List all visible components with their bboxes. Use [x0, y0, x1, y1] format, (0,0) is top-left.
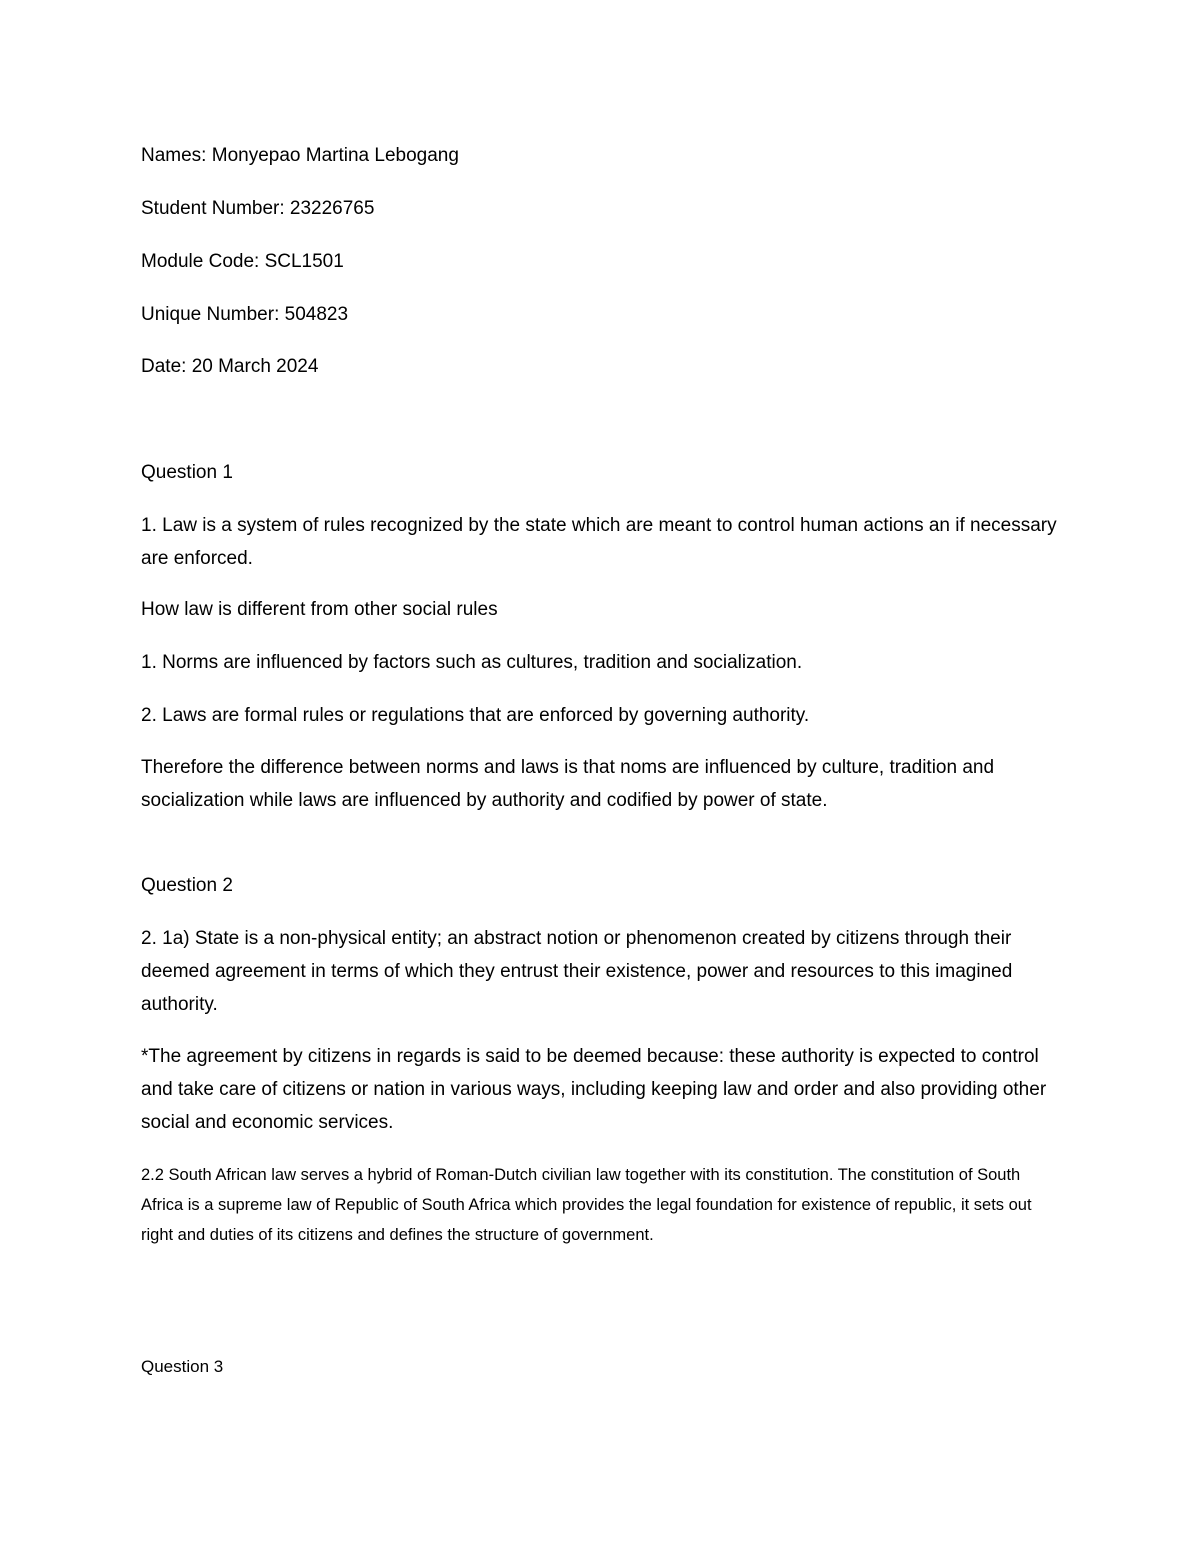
question-1-point-1: 1. Norms are influenced by factors such as cultures, tradition and socialization.: [141, 652, 803, 673]
student-names: Names: Monyepao Martina Lebogang: [141, 145, 459, 166]
unique-number: Unique Number: 504823: [141, 304, 349, 325]
question-1-subheading: How law is different from other social rules: [141, 599, 498, 620]
question-2-heading: Question 2: [141, 875, 233, 896]
question-1-point-2: 2. Laws are formal rules or regulations that are enforced by governing authority.: [141, 705, 810, 726]
question-3-heading: Question 3: [141, 1357, 224, 1376]
student-number: Student Number: 23226765: [141, 198, 375, 219]
submission-date: Date: 20 March 2024: [141, 356, 319, 377]
question-2-note: *The agreement by citizens in regards is said to be deemed because: these authority is expected to control and take care of citizens or nation in various ways, including keeping law and order and also providing other social and economic services.: [141, 1046, 1047, 1133]
question-1-answer: 1. Law is a system of rules recognized by the state which are meant to control human actions an if necessary are enforced.: [141, 515, 1057, 569]
question-1-heading: Question 1: [141, 462, 233, 483]
question-1-conclusion: Therefore the difference between norms and laws is that noms are influenced by culture, tradition and socialization while laws are influenced by authority and codified by power of state.: [141, 757, 995, 811]
question-2-answer-2-2: 2.2 South African law serves a hybrid of Roman-Dutch civilian law together with its constitution. The constitution of South Africa is a supreme law of Republic of South Africa which provides the legal foundation for existence of republic, it sets out right and duties of its citizens and defines the structure of government.: [141, 1166, 1032, 1244]
module-code: Module Code: SCL1501: [141, 251, 344, 272]
question-2-answer-1a: 2. 1a) State is a non-physical entity; an abstract notion or phenomenon created by citizens through their deemed agreement in terms of which they entrust their existence, power and resources to this imagined authority.: [141, 928, 1013, 1015]
